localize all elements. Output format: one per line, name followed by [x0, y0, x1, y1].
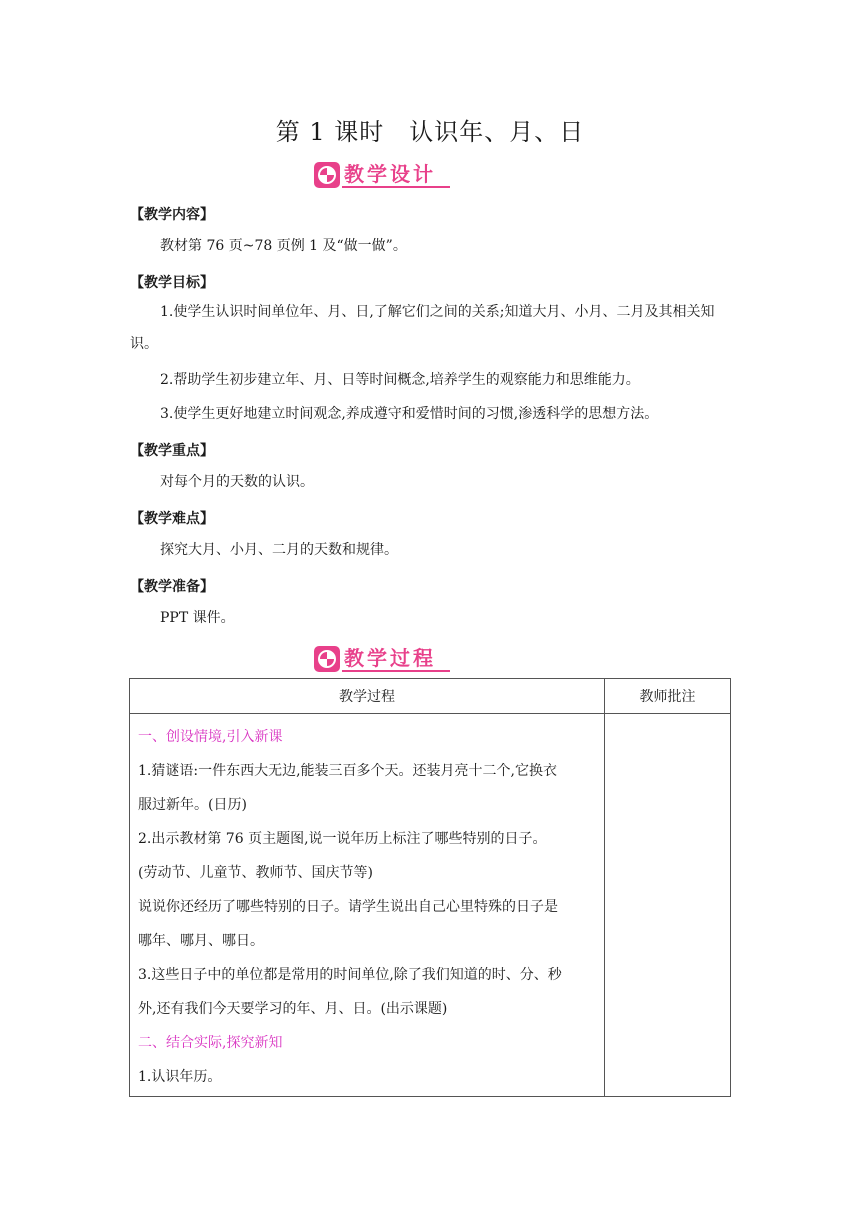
text-line: 服过新年。(日历) — [138, 797, 247, 813]
text-line: 外,还有我们今天要学习的年、月、日。(出示课题) — [138, 1001, 448, 1017]
column-header-process: 教学过程 — [130, 679, 605, 714]
banner-underline — [342, 670, 450, 672]
teacher-notes-cell — [605, 714, 731, 1097]
text-line: 1.认识年历。 — [138, 1069, 222, 1085]
goal-3: 3.使学生更好地建立时间观念,养成遵守和爱惜时间的习惯,渗透科学的思想方法。 — [160, 406, 659, 422]
page-title: 第 1 课时 认识年、月、日 — [275, 118, 585, 146]
content-heading: 【教学内容】 — [130, 207, 214, 223]
banner-label: 教学设计 — [344, 162, 436, 186]
goal-2: 2.帮助学生初步建立年、月、日等时间概念,培养学生的观察能力和思维能力。 — [160, 372, 640, 388]
pinwheel-icon — [314, 162, 340, 188]
key-heading: 【教学重点】 — [130, 443, 214, 459]
column-header-notes: 教师批注 — [605, 679, 731, 714]
section-banner-process — [314, 644, 450, 674]
text-line: 2.出示教材第 76 页主题图,说一说年历上标注了哪些特别的日子。 — [138, 831, 547, 847]
process-table — [129, 678, 731, 1097]
prep-heading: 【教学准备】 — [130, 579, 214, 595]
banner-underline — [342, 186, 450, 188]
table-row — [130, 714, 731, 1097]
subheading-line: 一、创设情境,引入新课 — [138, 729, 283, 745]
difficulty-heading: 【教学难点】 — [130, 511, 214, 527]
section-banner-design — [314, 160, 450, 190]
pinwheel-icon — [314, 646, 340, 672]
banner-label: 教学过程 — [344, 646, 436, 670]
difficulty-text: 探究大月、小月、二月的天数和规律。 — [160, 542, 398, 558]
goals-heading: 【教学目标】 — [130, 275, 214, 291]
text-line: 3.这些日子中的单位都是常用的时间单位,除了我们知道的时、分、秒 — [138, 967, 562, 983]
text-line: 哪年、哪月、哪日。 — [138, 933, 264, 949]
text-line: 说说你还经历了哪些特别的日子。请学生说出自己心里特殊的日子是 — [138, 899, 558, 915]
content-text: 教材第 76 页~78 页例 1 及“做一做”。 — [160, 238, 407, 254]
subheading-line: 二、结合实际,探究新知 — [138, 1035, 283, 1051]
process-cell — [130, 714, 605, 1097]
prep-text: PPT 课件。 — [160, 610, 235, 626]
text-line: 1.猜谜语:一件东西大无边,能装三百多个天。还装月亮十二个,它换衣 — [138, 763, 557, 779]
goal-1: 1.使学生认识时间单位年、月、日,了解它们之间的关系;知道大月、小月、二月及其相关知识。 — [130, 304, 715, 352]
text-line: (劳动节、儿童节、教师节、国庆节等) — [138, 865, 373, 881]
table-header-row — [130, 679, 731, 714]
key-text: 对每个月的天数的认识。 — [160, 474, 314, 490]
